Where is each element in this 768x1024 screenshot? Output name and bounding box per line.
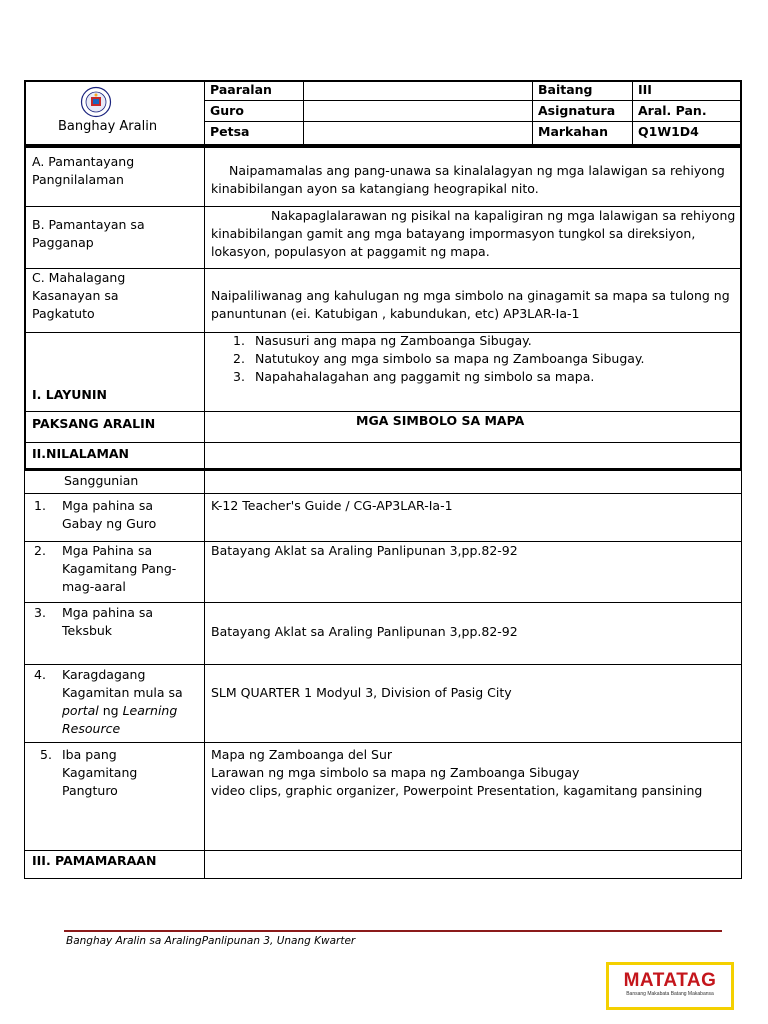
reference-label: Mga pahina sa Gabay ng Guro [62,498,157,531]
mahalagang-kasanayan-text: Naipaliliwanag ang kahulugan ng mga simbolo na ginagamit sa mapa sa tulong ng panuntunan (ei. Katubigan , kabundukan, etc) AP3LAR-Ia-1 [211,288,730,321]
objective-item: 1. Nasusuri ang mapa ng Zamboanga Sibugay. [233,333,532,348]
pamamaraan-label: III. PAMAMARAAN [32,853,157,868]
pamantayan-sa-pagganap-label: B. Pamantayan sa Pagganap [32,217,145,250]
reference-label: Iba pang Kagamitang Pangturo [62,747,138,798]
field-label-paaralan: Paaralan [210,82,272,97]
reference-value: K-12 Teacher's Guide / CG-AP3LAR-Ia-1 [211,498,453,513]
pamantayang-pangnilalaman-label: A. Pamantayang Pangnilalaman [32,154,135,187]
layunin-label: I. LAYUNIN [32,387,107,402]
sanggunian-label: Sanggunian [64,473,139,488]
document-title: Banghay Aralin [58,119,158,134]
paksang-aralin-value: MGA SIMBOLO SA MAPA [356,413,525,428]
nilalaman-label: II.NILALAMAN [32,446,130,461]
reference-value-line: Larawan ng mga simbolo sa mapa ng Zamboanga Sibugay [211,765,580,780]
reference-value-line: Mapa ng Zamboanga del Sur [211,747,393,762]
reference-label: Mga Pahina sa Kagamitang Pang-mag-aaral [62,543,177,594]
field-label-markahan: Markahan [538,124,609,139]
pamantayang-pangnilalaman-text: Naipamamalas ang pang-unawa sa kinalalagyan ng mga lalawigan sa rehiyong kinabibilangan ayon sa katangiang heograpikal nito. [211,163,725,196]
matatag-logo [606,962,734,1010]
deped-seal-icon [76,86,116,118]
field-label-asignatura: Asignatura [538,103,616,118]
reference-value-line: video clips, graphic organizer, Powerpoint Presentation, kagamitang pansining [211,783,703,798]
reference-value: Batayang Aklat sa Araling Panlipunan 3,pp.82-92 [211,543,518,558]
reference-number: 5. [40,747,52,762]
reference-label: Mga pahina sa Teksbuk [62,605,154,638]
field-label-petsa: Petsa [210,124,250,139]
field-label-baitang: Baitang [538,82,593,97]
reference-number: 4. [34,667,46,682]
reference-number: 3. [34,605,46,620]
field-value-asignatura: Aral. Pan. [638,103,707,118]
field-label-guro: Guro [210,103,244,118]
reference-label: Karagdagang Kagamitan mula sa portal ng Learning Resource [62,667,183,736]
mahalagang-kasanayan-label: C. Mahalagang Kasanayan sa Pagkatuto [32,270,126,321]
header-table [24,80,742,146]
matatag-logo-tagline: Bansang Makabata Batang Makabansa [626,991,714,997]
pamantayan-sa-pagganap-text: Nakapaglalarawan ng pisikal na kapaligiran ng mga lalawigan sa rehiyong kinabibilangan gamit ang mga batayang impormasyon tungkol sa direksiyon, lokasyon, populasyon at paggamit ng mapa. [211,208,736,259]
paksang-aralin-label: PAKSANG ARALIN [32,416,156,431]
objective-item: 3. Napahahalagahan ang paggamit ng simbolo sa mapa. [233,369,595,384]
field-value-baitang: III [638,82,652,97]
reference-value: Batayang Aklat sa Araling Panlipunan 3,pp.82-92 [211,624,518,639]
objectives-list [233,332,645,386]
field-value-markahan: Q1W1D4 [638,124,699,139]
objective-item: 2. Natutukoy ang mga simbolo sa mapa ng Zamboanga Sibugay. [233,351,645,366]
reference-number: 2. [34,543,46,558]
reference-number: 1. [34,498,46,513]
reference-value: SLM QUARTER 1 Modyul 3, Division of Pasig City [211,685,512,700]
matatag-logo-word: MATATAG [623,970,717,991]
footer-text: Banghay Aralin sa AralingPanlipunan 3, Unang Kwarter [66,935,356,947]
